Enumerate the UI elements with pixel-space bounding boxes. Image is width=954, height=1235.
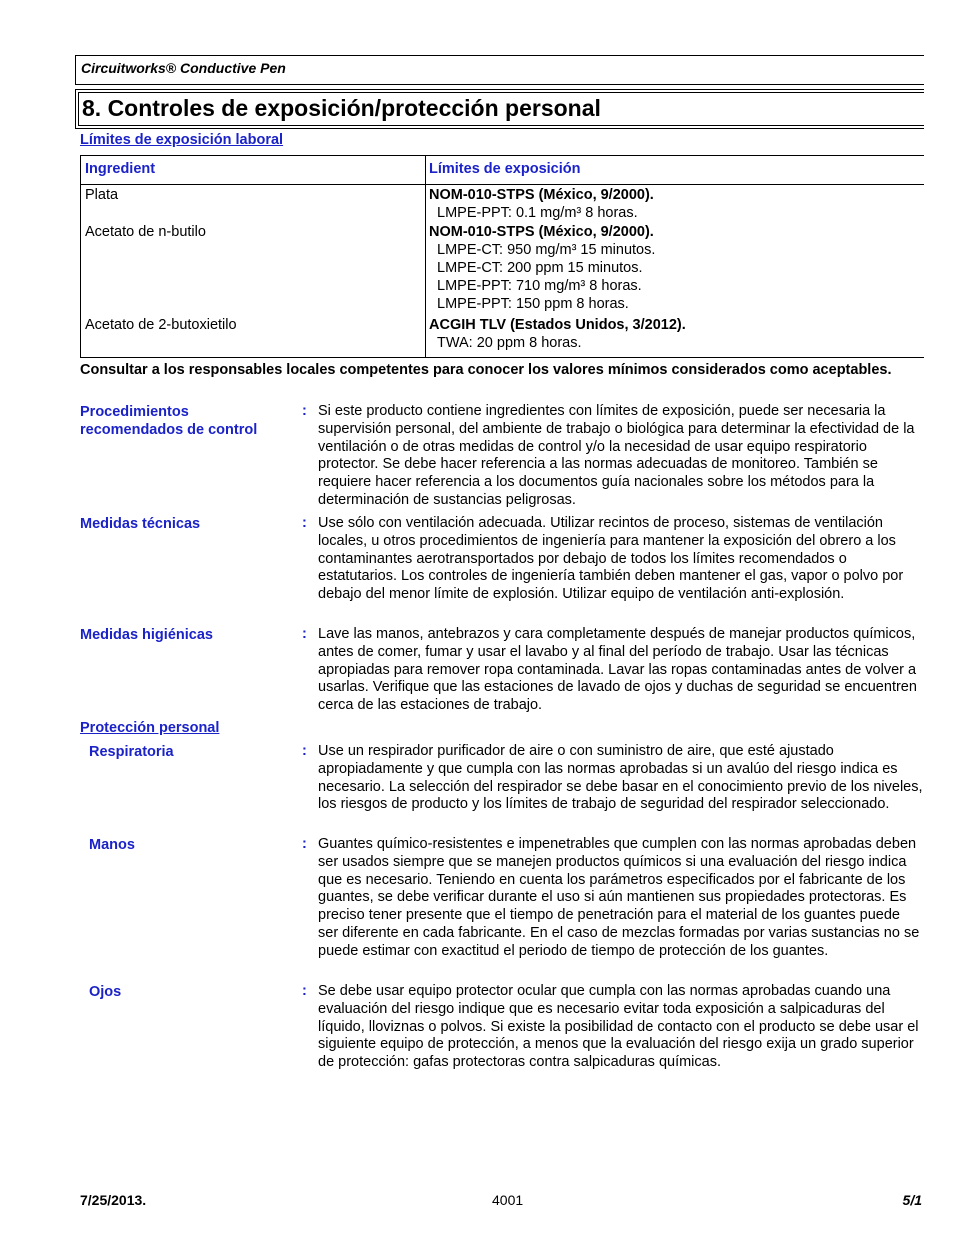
footer-code: 4001 — [492, 1192, 524, 1208]
limit-standard: NOM-010-STPS (México, 9/2000). — [429, 224, 654, 240]
column-header-ingredient: Ingredient — [85, 161, 156, 177]
table-row-ingredient: Acetato de n-butilo — [85, 224, 206, 240]
limit-value: TWA: 20 ppm 8 horas. — [437, 335, 582, 351]
procedures-text: Si este producto contiene ingredientes con límites de exposición, puede ser necesaria la supervisión personal, del ambiente de trabajo o biológica para determinar la efectividad de la ventilación o de otras medidas de control y/o la necesidad de usar equipo respiratorio protector. Se debe hacer referencia a las normas adecuadas de monitoreo. También se requiere hacer referencia a los documentos guía nacionales sobre los métodos para la determinación de sustancias peligrosas. — [318, 403, 915, 508]
eyes-label: Ojos — [89, 984, 122, 1000]
limit-value: LMPE-CT: 200 ppm 15 minutos. — [437, 260, 643, 276]
table-row-limits — [429, 186, 654, 222]
footer-page-number: 5/1 — [902, 1192, 922, 1208]
table-row-ingredient: Acetato de 2-butoxietilo — [85, 317, 237, 333]
footer-date: 7/25/2013. — [80, 1192, 147, 1208]
colon: : — [302, 515, 307, 531]
column-divider — [425, 156, 426, 357]
colon: : — [302, 626, 307, 642]
limit-standard: ACGIH TLV (Estados Unidos, 3/2012). — [429, 317, 686, 333]
section-header — [75, 89, 924, 129]
table-row-limits — [429, 223, 655, 313]
colon: : — [302, 743, 307, 759]
limit-value: LMPE-PPT: 150 ppm 8 horas. — [437, 296, 629, 312]
exposure-limits-table — [80, 155, 924, 358]
hygiene-text: Lave las manos, antebrazos y cara completamente después de manejar productos químicos, antes de comer, fumar y usar el lavabo y al final del período de trabajo. Usar las técnicas apropiadas para remover ropa contaminada. Lavar las ropas contaminadas antes de volver a usarlas. Verifique que las estaciones de lavado de ojos y duchas de seguridad se encuentren cerca de las estaciones de trabajo. — [318, 626, 917, 714]
respiratory-text: Use un respirador purificador de aire o con suministro de aire, que esté ajustado apropiadamente y que cumpla con las normas aprobadas si un avalúo del riesgo indica es necesario. La selección del respirador se debe basar en el conocimiento previo de los niveles, los riesgos de producto y los límites de trabajo de seguridad del respirador seleccionado. — [318, 743, 923, 813]
product-name: Circuitworks® Conductive Pen — [81, 60, 286, 76]
section-title: 8. Controles de exposición/protección personal — [82, 95, 601, 121]
limit-value: LMPE-PPT: 710 mg/m³ 8 horas. — [437, 278, 642, 294]
technical-text: Use sólo con ventilación adecuada. Utilizar recintos de proceso, sistemas de ventilación locales, u otros procedimientos de ingeniería para mantener la exposición del obrero a los contaminantes aerotransportados por debajo de todos los límites recomendados o estatutarios. Los controles de ingeniería también deben mantener el gas, vapor o polvo por debajo del menor límite de explosión. Utilizar equipo de ventilación anti-explosión. — [318, 515, 904, 603]
product-header — [75, 55, 924, 85]
technical-label: Medidas técnicas — [80, 516, 201, 532]
eyes-text: Se debe usar equipo protector ocular que cumpla con las normas aprobadas cuando una evaluación del riesgo indique que es necesario evitar toda exposición a salpicaduras del líquido, lloviznas o polvos. Si existe la posibilidad de contacto con el producto se debe usar el siguiente equipo de protección, a menos que la evaluación del riesgo exija un grado superior de protección: gafas protectoras contra salpicaduras químicas. — [318, 983, 919, 1071]
table-row-limits — [429, 316, 686, 352]
colon: : — [302, 836, 307, 852]
limit-value: LMPE-CT: 950 mg/m³ 15 minutos. — [437, 242, 656, 258]
consult-note: Consultar a los responsables locales competentes para conocer los valores mínimos considerados como aceptables. — [80, 362, 892, 378]
procedures-label: Procedimientos recomendados de control — [80, 404, 258, 438]
limit-value: LMPE-PPT: 0.1 mg/m³ 8 horas. — [437, 205, 638, 221]
hands-label: Manos — [89, 837, 135, 853]
exposure-limits-link[interactable]: Límites de exposición laboral — [80, 132, 284, 148]
limit-standard: NOM-010-STPS (México, 9/2000). — [429, 187, 654, 203]
colon: : — [302, 983, 307, 999]
colon: : — [302, 403, 307, 419]
hands-text: Guantes químico-resistentes e impenetrables que cumplen con las normas aprobadas deben ser usados siempre que se manejen productos químicos si una evaluación del riesgo indica que es necesario. Teniendo en cuenta los parámetros especificados por el fabricante de los guantes, se debe verificar durante el uso si aún mantienen sus propiedades protectoras. Es preciso tener presente que el tiempo de penetración para el material de los guantes puede ser diferente en cada fabricante. En el caso de mezclas formadas por varias sustancias no se puede estimar con exactitud el periodo de tiempo de protección de los guantes. — [318, 836, 920, 959]
table-row-ingredient: Plata — [85, 187, 119, 203]
column-header-limits: Límites de exposición — [429, 161, 581, 177]
header-divider — [81, 184, 924, 185]
personal-protection-link[interactable]: Protección personal — [80, 720, 220, 736]
hygiene-label: Medidas higiénicas — [80, 627, 213, 643]
respiratory-label: Respiratoria — [89, 744, 174, 760]
